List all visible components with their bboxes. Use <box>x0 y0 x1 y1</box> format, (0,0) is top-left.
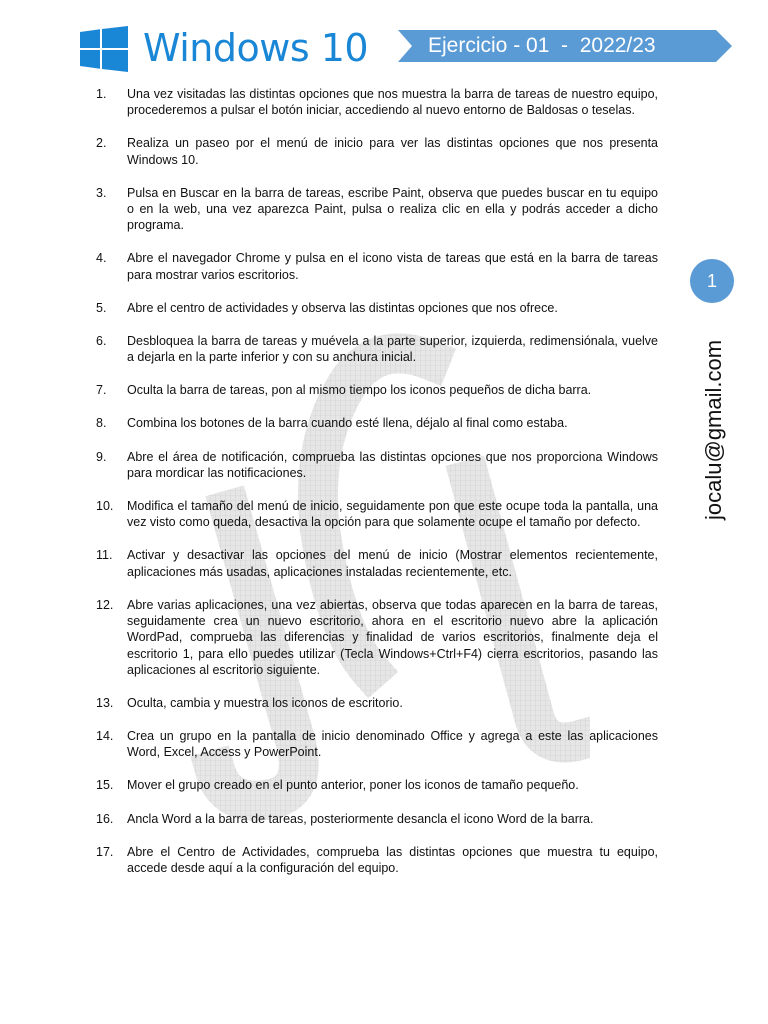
list-item <box>96 728 658 761</box>
item-number: 13. <box>96 695 114 710</box>
list-item <box>96 547 658 580</box>
item-number: 12. <box>96 597 114 612</box>
list-item <box>96 597 658 678</box>
list-item <box>96 250 658 283</box>
list-item <box>96 695 658 711</box>
item-number: 16. <box>96 811 114 826</box>
item-number: 15. <box>96 778 114 793</box>
item-text: Desbloquea la barra de tareas y muévela a la parte superior, izquierda, redimensiónala, vuelve a dejarla en la parte inferior y con su anchura inicial. <box>127 333 658 365</box>
item-number: 9. <box>96 449 107 464</box>
item-text: Activar y desactivar las opciones del menú de inicio (Mostrar elementos recientemente, aplicaciones más usadas, aplicaciones instaladas recientemente, etc. <box>127 548 658 579</box>
list-item <box>96 86 658 119</box>
list-item <box>96 811 658 827</box>
item-text: Mover el grupo creado en el punto anterior, poner los iconos de tamaño pequeño. <box>127 778 579 793</box>
item-number: 2. <box>96 136 107 151</box>
item-text: Abre el centro de actividades y observa las distintas opciones que nos ofrece. <box>127 300 558 315</box>
windows-10-logo-text: Windows 10 <box>143 26 369 70</box>
item-number: 5. <box>96 300 107 315</box>
item-number: 11. <box>96 548 113 563</box>
list-item <box>96 777 658 793</box>
item-number: 3. <box>96 185 107 200</box>
item-text: Abre el Centro de Actividades, comprueba las distintas opciones que muestra tu equipo, accede desde aquí a la configuración del equipo. <box>127 844 658 875</box>
item-text: Combina los botones de la barra cuando esté llena, déjalo al final como estaba. <box>127 416 568 431</box>
windows-logo-icon <box>80 26 128 72</box>
item-number: 7. <box>96 383 107 398</box>
list-item <box>96 415 658 431</box>
item-text: Realiza un paseo por el menú de inicio para ver las distintas opciones que nos presenta Windows 10. <box>127 136 658 167</box>
list-item <box>96 498 658 531</box>
item-number: 1. <box>96 87 107 101</box>
item-text: Oculta la barra de tareas, pon al mismo tiempo los iconos pequeños de dicha barra. <box>127 383 592 398</box>
page-number-badge: 1 <box>690 259 734 303</box>
list-item <box>96 449 658 482</box>
item-text: Modifica el tamaño del menú de inicio, seguidamente pon que este ocupe toda la pantalla, una vez visto como queda, desactiva la opción para que solamente ocupe el tamaño por defecto. <box>127 498 658 530</box>
list-item <box>96 333 658 366</box>
item-text: Abre varias aplicaciones, una vez abiertas, observa que todas aparecen en la barra de tareas, seguidamente crea un nuevo escritorio, ahora en el escritorio nuevo abre la aplicación WordPad, comprueba las diferencias y finalidad de varios escritorios, finalmente deja el escritorio 1, para ello puedes utilizar (Tecla Windows+Ctrl+F4) cierra escritorios, pasando las aplicaciones al escritorio siguiente. <box>127 597 658 677</box>
item-number: 10. <box>96 498 114 513</box>
exercise-list <box>96 86 658 893</box>
list-item <box>96 382 658 398</box>
item-text: Pulsa en Buscar en la barra de tareas, escribe Paint, observa que puedes buscar en tu equipo o en la web, una vez aparezca Paint, pulsa o realiza clic en ella y podrás acceder a dicho programa. <box>127 185 658 233</box>
list-item <box>96 185 658 234</box>
list-item <box>96 135 658 168</box>
item-text: Oculta, cambia y muestra los iconos de escritorio. <box>127 695 403 710</box>
item-text: Una vez visitadas las distintas opciones que nos muestra la barra de tareas de nuestro equipo, procederemos a pulsar el botón iniciar, accediendo al nuevo entorno de Baldosas o teselas. <box>127 87 658 118</box>
item-number: 4. <box>96 251 107 266</box>
item-number: 17. <box>96 844 114 859</box>
item-text: Ancla Word a la barra de tareas, posteriormente desancla el icono Word de la barra. <box>127 811 594 826</box>
item-text: Crea un grupo en la pantalla de inicio denominado Office y agrega a este las aplicaciones Word, Excel, Access y PowerPoint. <box>127 729 658 760</box>
exercise-title: Ejercicio - 01 - 2022/23 <box>428 34 656 57</box>
item-number: 6. <box>96 333 107 348</box>
list-item <box>96 844 658 877</box>
item-text: Abre el navegador Chrome y pulsa en el icono vista de tareas que está en la barra de tareas para mostrar varios escritorios. <box>127 251 658 282</box>
item-text: Abre el área de notificación, comprueba las distintas opciones que nos proporciona Windows para mordicar las notificaciones. <box>127 449 658 480</box>
item-number: 8. <box>96 416 107 431</box>
list-item <box>96 300 658 316</box>
author-email: jocalu@gmail.com <box>701 339 726 520</box>
item-number: 14. <box>96 729 114 744</box>
